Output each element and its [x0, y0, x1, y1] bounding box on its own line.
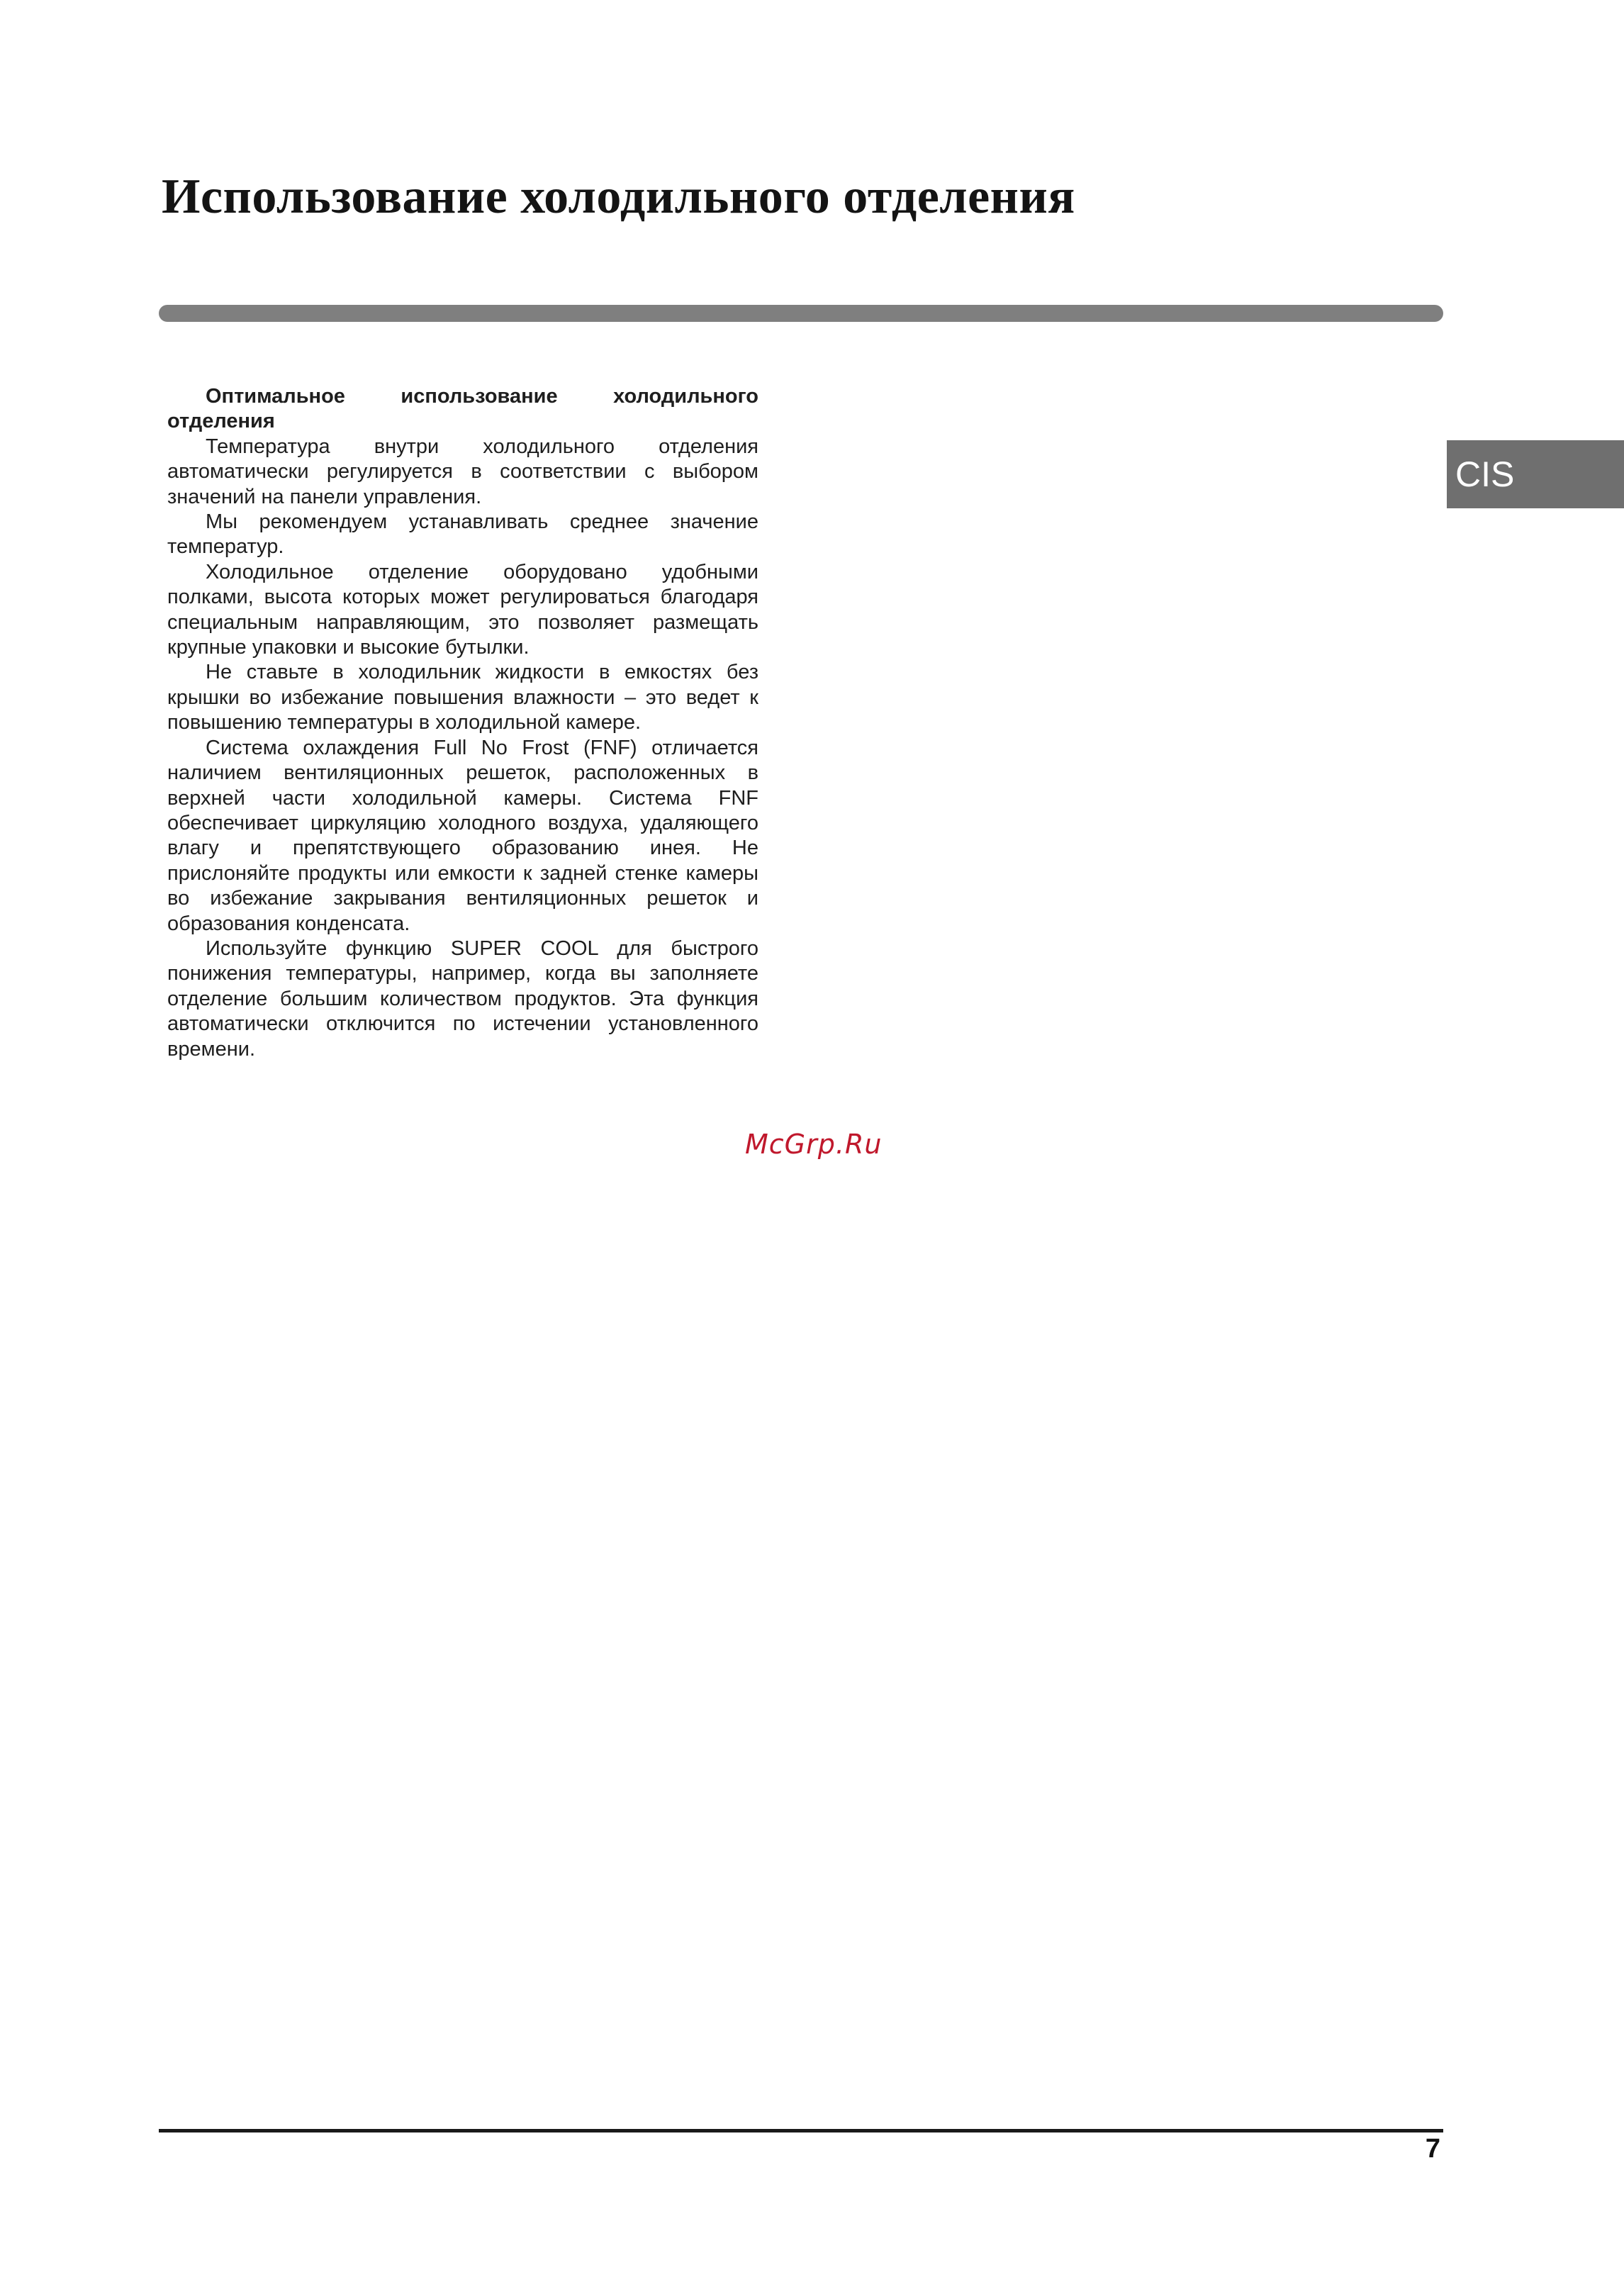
section-heading: Оптимальное использование холодильного отделения — [167, 385, 758, 433]
paragraph-full-no-frost: Система охлаждения Full No Frost (FNF) отличается наличием вентиляционных решеток, расположенных в верхней части холодильной камеры. Система FNF обеспечивает циркуляцию холодного воздуха, удаляющего влагу и препятствующего образованию инея. Не прислоняйте продукты или емкости к задней стенке камеры во избежание закрывания вентиляционных решеток и образования конденсата. — [167, 736, 758, 935]
watermark: McGrp.Ru — [745, 1129, 883, 1160]
page-title: Использование холодильного отделения — [162, 169, 1075, 224]
paragraph-liquids-warning: Не ставьте в холодильник жидкости в емкостях без крышки во избежание повышения влажности – это ведет к повышению температуры в холодильной камере. — [167, 661, 758, 734]
paragraph-recommendation: Мы рекомендуем устанавливать среднее значение температур. — [167, 510, 758, 559]
paragraph-temperature-regulation: Температура внутри холодильного отделения автоматически регулируется в соответствии с выбором значений на панели управления. — [167, 435, 758, 508]
paragraph-super-cool: Используйте функцию SUPER COOL для быстрого понижения температуры, например, когда вы заполняете отделение большим количеством продуктов. Эта функция автоматически отключится по истечении установленного времени. — [167, 937, 758, 1061]
footer-divider — [159, 2129, 1443, 2132]
page-number: 7 — [1425, 2134, 1440, 2164]
language-tab: CIS — [1447, 440, 1624, 508]
header-divider — [159, 305, 1443, 322]
paragraph-shelves: Холодильное отделение оборудовано удобными полками, высота которых может регулироваться благодаря специальным направляющим, это позволяет размещать крупные упаковки и высокие бутылки. — [167, 560, 758, 659]
main-text-column — [167, 384, 758, 1062]
